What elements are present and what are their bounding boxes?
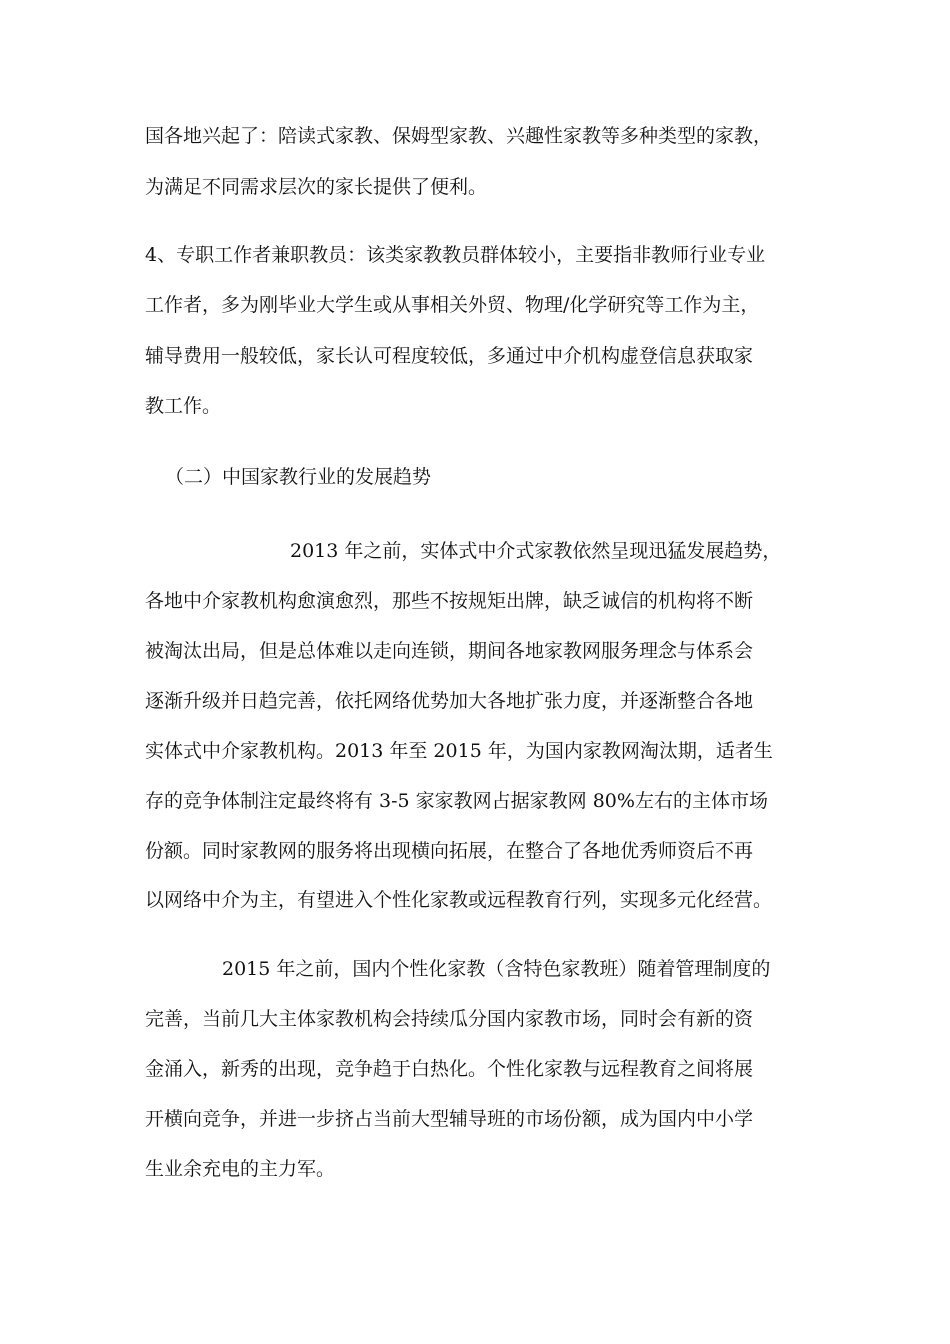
text-line: 以网络中介为主，有望进入个性化家教或远程教育行列，实现多元化经营。	[145, 889, 773, 911]
text-line: 辅导费用一般较低，家长认可程度较低，多通过中介机构虚登信息获取家	[145, 345, 754, 367]
text-line: 4、专职工作者兼职教员：该类家教教员群体较小，主要指非教师行业专业	[145, 244, 766, 266]
text-line: 教工作。	[145, 395, 222, 417]
text-line: 工作者，多为刚毕业大学生或从事相关外贸、物理/化学研究等工作为主，	[145, 294, 760, 316]
text-line: 2015 年之前，国内个性化家教（含特色家教班）随着管理制度的	[222, 958, 771, 980]
text-line: 实体式中介家教机构。2013 年至 2015 年，为国内家教网淘汰期，适者生	[145, 740, 773, 762]
text-line: 被淘汰出局，但是总体难以走向连锁，期间各地家教网服务理念与体系会	[145, 640, 754, 662]
text-line: 生业余充电的主力军。	[145, 1158, 336, 1180]
text-line: 2013 年之前，实体式中介式家教依然呈现迅猛发展趋势，	[290, 540, 782, 562]
text-line: 为满足不同需求层次的家长提供了便利。	[145, 176, 488, 198]
section-heading: （二）中国家教行业的发展趋势	[165, 466, 432, 488]
text-line: 份额。同时家教网的服务将出现横向拓展，在整合了各地优秀师资后不再	[145, 840, 754, 862]
text-line: 完善，当前几大主体家教机构会持续瓜分国内家教市场，同时会有新的资	[145, 1008, 754, 1030]
text-line: 逐渐升级并日趋完善，依托网络优势加大各地扩张力度，并逐渐整合各地	[145, 690, 754, 712]
text-line: 金涌入，新秀的出现，竞争趋于白热化。个性化家教与远程教育之间将展	[145, 1058, 754, 1080]
text-line: 国各地兴起了：陪读式家教、保姆型家教、兴趣性家教等多种类型的家教，	[145, 125, 773, 147]
text-line: 各地中介家教机构愈演愈烈，那些不按规矩出牌，缺乏诚信的机构将不断	[145, 590, 754, 612]
text-line: 存的竞争体制注定最终将有 3-5 家家教网占据家教网 80%左右的主体市场	[145, 790, 768, 812]
text-line: 开横向竞争，并进一步挤占当前大型辅导班的市场份额，成为国内中小学	[145, 1108, 754, 1130]
